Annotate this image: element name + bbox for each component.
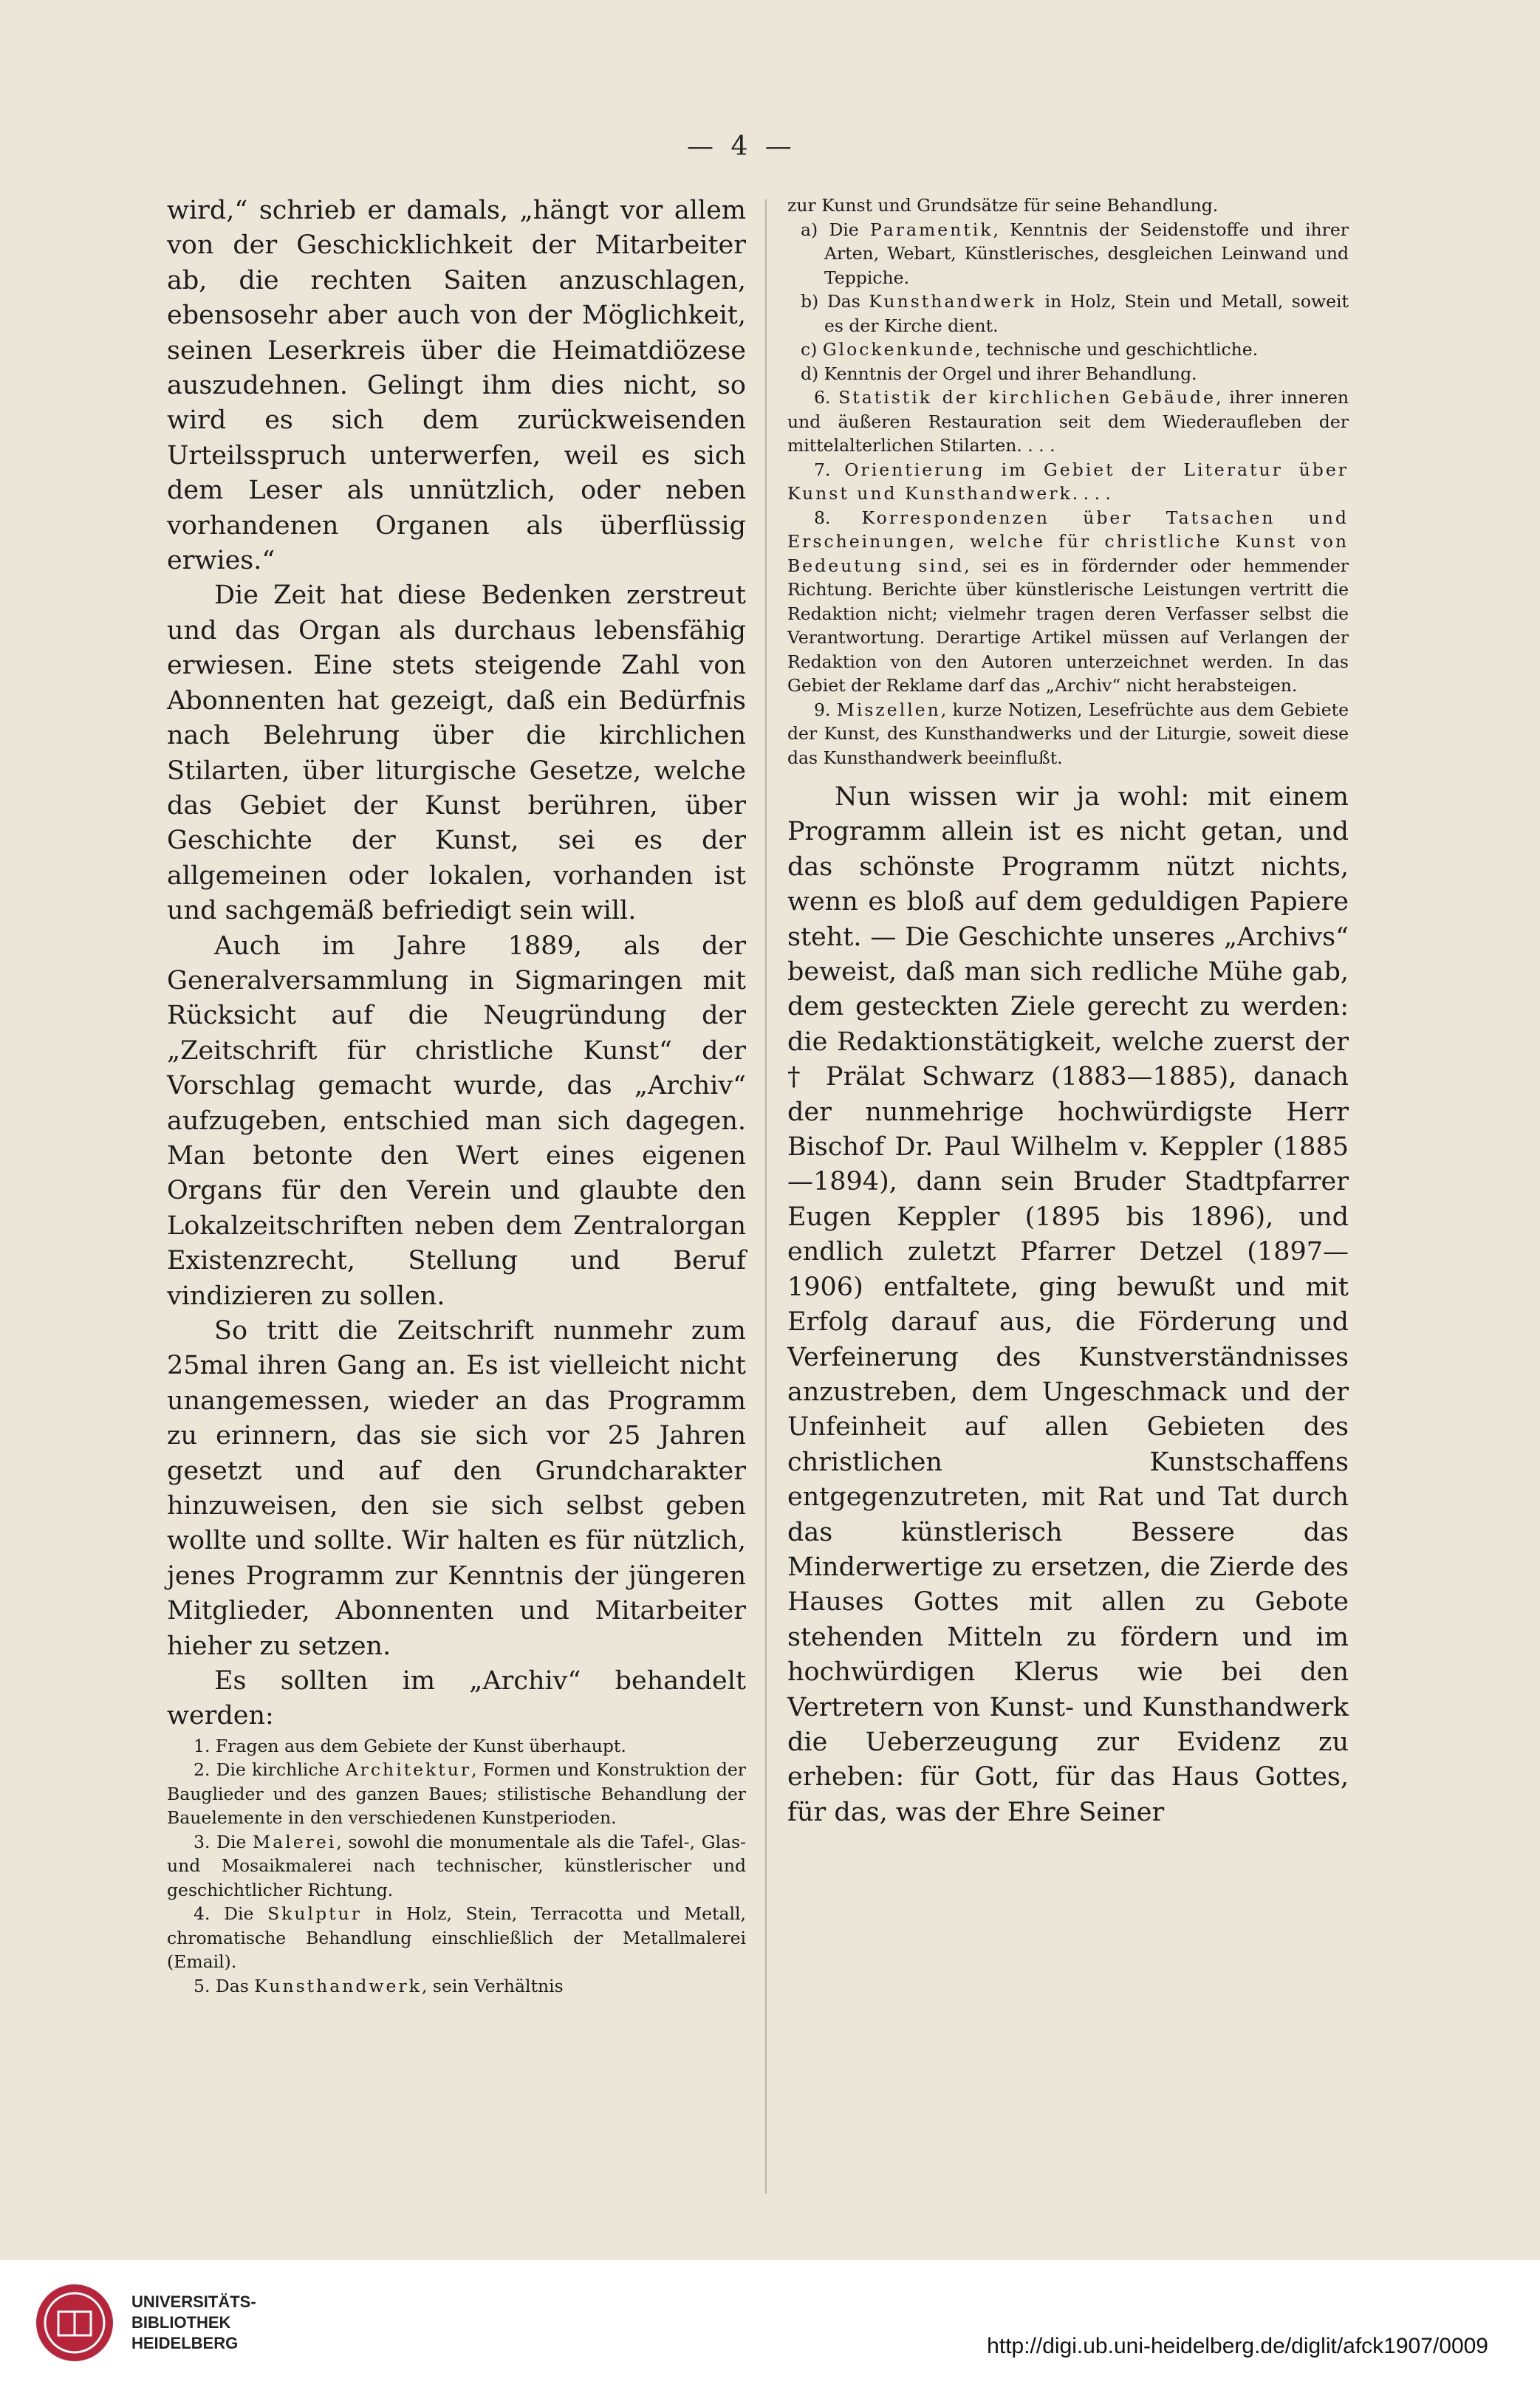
right-column [787, 194, 1349, 1830]
library-seal-icon [34, 2282, 115, 2363]
list-item: 7. Orientierung im Gebiet der Literatur über Kunst und Kunsthandwerk. . . . [787, 459, 1349, 504]
sub-list-item: a) Die Paramentik, Kenntnis der Seidenstoffe und ihrer Arten, Webart, Künstlerisches, desgleichen Leinwand und Teppiche. [801, 219, 1349, 288]
page-number: — 4 — [687, 131, 796, 162]
paragraph: Es sollten im „Archiv“ behandelt werden: [167, 1666, 746, 1731]
list-item: 6. Statistik der kirchlichen Gebäude, ihrer inneren und äußeren Restauration seit dem Wiederaufleben der mittelalterlichen Stilarten. . . . [787, 387, 1349, 456]
column-divider [765, 199, 767, 2194]
library-logo [34, 2282, 256, 2363]
paragraph: Auch im Jahre 1889, als der Generalversammlung in Sigmaringen mit Rücksicht auf die Neugründung der „Zeitschrift für christliche Kunst“ der Vorschlag gemacht wurde, das „Archiv“ aufzugeben, entschied man sich dagegen. Man betonte den Wert eines eigenen Organs für den Verein und glaubte den Lokalzeitschriften neben dem Zentralorgan Existenzrecht, Stellung und Beruf vindizieren zu sollen. [167, 931, 746, 1311]
list-item: 9. Miszellen, kurze Notizen, Lesefrüchte aus dem Gebiete der Kunst, des Kunsthandwerks und der Liturgie, soweit diese das Kunsthandwerk beeinflußt. [787, 699, 1349, 768]
sub-list-item: d) Kenntnis der Orgel und ihrer Behandlung. [801, 363, 1197, 384]
list-item: 3. Die Malerei, sowohl die monumentale als die Tafel-, Glas- und Mosaikmalerei nach technischer, künstlerischer und geschichtlicher Richtung. [167, 1831, 746, 1900]
paragraph: wird,“ schrieb er damals, „hängt vor allem von der Geschicklichkeit der Mitarbeiter ab, die rechten Saiten anzuschlagen, ebensosehr aber auch von der Möglichkeit, seinen Leserkreis über die Heimatdiözese auszudehnen. Gelingt ihm dies nicht, so wird es sich dem zurückweisenden Urteilsspruch unterwerfen, weil es sich dem Leser als unnützlich, oder neben vorhandenen Organen als überflüssig erwies.“ [167, 196, 746, 576]
sub-list-item: c) Glockenkunde, technische und geschichtliche. [801, 339, 1259, 360]
list-item: 2. Die kirchliche Architektur, Formen und Konstruktion der Bauglieder und des ganzen Baues; stilistische Behandlung der Bauelemente in den verschiedenen Kunstperioden. [167, 1759, 746, 1829]
list-item: 1. Fragen aus dem Gebiete der Kunst überhaupt. [194, 1735, 626, 1756]
footer-bar [0, 2260, 1540, 2390]
list-item: 4. Die Skulptur in Holz, Stein, Terracotta und Metall, chromatische Behandlung einschließlich der Metallmalerei (Email). [167, 1903, 746, 1973]
source-url-link[interactable]: http://digi.ub.uni-heidelberg.de/diglit/afck1907/0009 [987, 2334, 1488, 2358]
library-name: UNIVERSITÄTS- BIBLIOTHEK HEIDELBERG [131, 2293, 256, 2352]
paragraph: Nun wissen wir ja wohl: mit einem Programm allein ist es nicht getan, und das schönste Programm nützt nichts, wenn es bloß auf dem geduldigen Papiere steht. — Die Geschichte unseres „Archivs“ beweist, daß man sich redliche Mühe gab, dem gesteckten Ziele gerecht zu werden: die Redaktionstätigkeit, welche zuerst der † Prälat Schwarz (1883—1885), danach der nunmehrige hochwürdigste Herr Bischof Dr. Paul Wilhelm v. Keppler (1885—1894), dann sein Bruder Stadtpfarrer Eugen Keppler (1895 bis 1896), und endlich zuletzt Pfarrer Detzel (1897—1906) entfaltete, ging bewußt und mit Erfolg darauf aus, die Förderung und Verfeinerung des Kunstverständnisses anzustreben, dem Ungeschmack und der Unfeinheit auf allen Gebieten des christlichen Kunstschaffens entgegenzutreten, mit Rat und Tat durch das künstlerisch Bessere das Minderwertige zu ersetzen, die Zierde des Hauses Gottes mit allen zu Gebote stehenden Mitteln zu fördern und im hochwürdigen Klerus wie bei den Vertretern von Kunst- und Kunsthandwerk die Ueberzeugung zur Evidenz zu erheben: für Gott, für das Haus Gottes, für das, was der Ehre Seiner [787, 782, 1349, 1827]
list-item: 8. Korrespondenzen über Tatsachen und Erscheinungen, welche für christliche Kunst von Bedeutung sind, sei es in fördernder oder hemmender Richtung. Berichte über künstlerische Leistungen vertritt die Redaktion nicht; vielmehr tragen deren Verfasser selbst die Verantwortung. Derartige Artikel müssen auf Verlangen der Redaktion von den Autoren unterzeichnet werden. In das Gebiet der Reklame darf das „Archiv“ nicht herabsteigen. [787, 507, 1349, 696]
paragraph: So tritt die Zeitschrift nunmehr zum 25mal ihren Gang an. Es ist vielleicht nicht unangemessen, wieder an das Programm zu erinnern, das sie sich vor 25 Jahren gesetzt und auf den Grundcharakter hinzuweisen, den sie sich selbst geben wollte und sollte. Wir halten es für nützlich, jenes Programm zur Kenntnis der jüngeren Mitglieder, Abonnenten und Mitarbeiter hieher zu setzen. [167, 1316, 746, 1661]
list-item: 5. Das Kunsthandwerk, sein Verhältnis [194, 1975, 564, 1996]
sub-list-item: b) Das Kunsthandwerk in Holz, Stein und Metall, soweit es der Kirche dient. [801, 291, 1349, 336]
paragraph: Die Zeit hat diese Bedenken zerstreut und das Organ als durchaus lebensfähig erwiesen. Eine stets steigende Zahl von Abonnenten hat gezeigt, daß ein Bedürfnis nach Belehrung über die kirchlichen Stilarten, über liturgische Gesetze, welche das Gebiet der Kunst berühren, über Geschichte der Kunst, sei es der allgemeinen oder lokalen, vorhanden ist und sachgemäß befriedigt sein will. [167, 581, 746, 926]
list-item-continuation: zur Kunst und Grundsätze für seine Behandlung. [787, 195, 1219, 216]
left-column [167, 194, 746, 1998]
